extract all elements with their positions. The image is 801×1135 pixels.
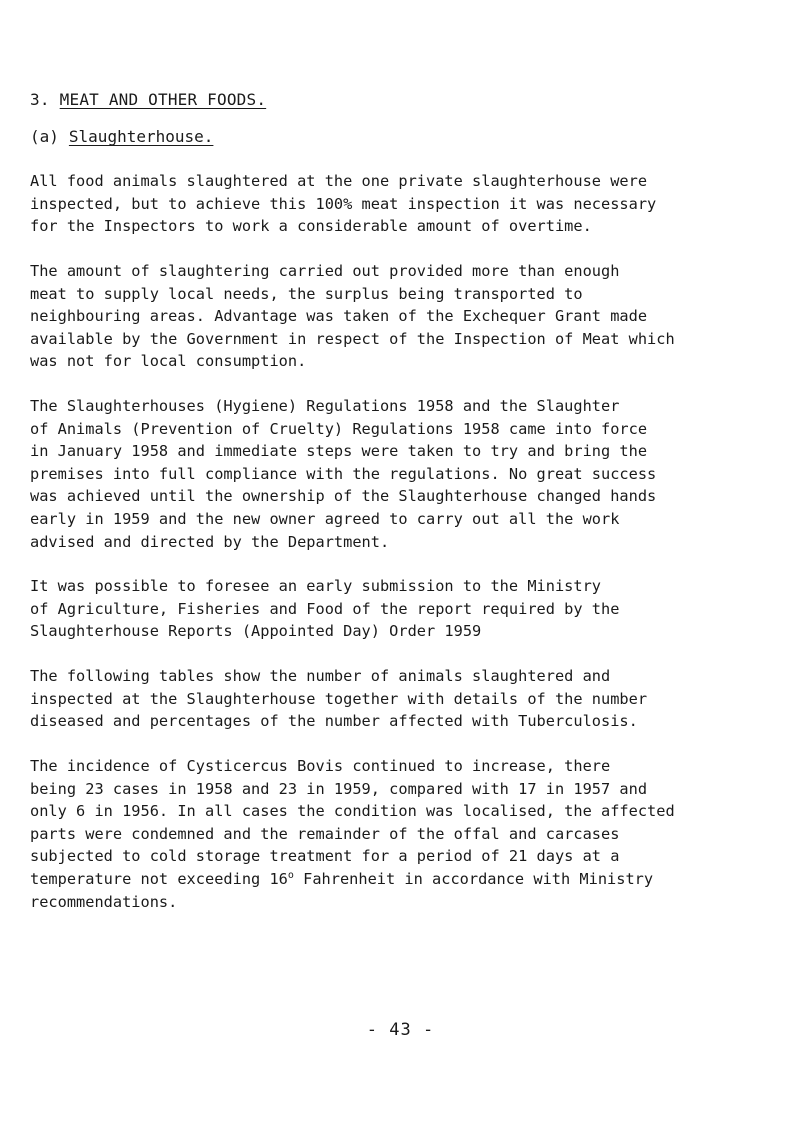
subsection-label: (a)	[30, 127, 59, 146]
degree-mark: o	[287, 869, 294, 881]
paragraph-cysticercus-bovis	[30, 755, 785, 913]
section-heading	[30, 90, 266, 109]
paragraph-slaughtering-amount: The amount of slaughtering carried out provided more than enough meat to supply local needs, the surplus being transported to neighbouring areas. Advantage was taken of the Exchequer Grant made available by the Government in respect of the Inspection of Meat which was not for local consumption.	[30, 262, 675, 371]
subsection-heading	[30, 127, 213, 146]
paragraph-ministry-report: It was possible to foresee an early submission to the Ministry of Agriculture, Fisheries and Food of the report required by the Slaughterhouse Reports (Appointed Day) Order 1959	[30, 577, 620, 641]
section-title: MEAT AND OTHER FOODS.	[59, 90, 267, 109]
cysticercus-text-part2: Fahrenheit in accordance with Ministry recommendations.	[30, 869, 654, 911]
section-number: 3.	[30, 90, 50, 109]
paragraph-regulations: The Slaughterhouses (Hygiene) Regulations 1958 and the Slaughter of Animals (Prevention of Cruelty) Regulations 1958 came into force in January 1958 and immediate steps were taken to try and bring the premises into full compliance with the regulations. No great success was achieved until the ownership of the Slaughterhouse changed hands early in 1959 and the new owner agreed to carry out all the work advised and directed by the Department.	[30, 397, 657, 551]
paragraph-tables-intro: The following tables show the number of animals slaughtered and inspected at the Slaughterhouse together with details of the number diseased and percentages of the number affected with Tuberculosis.	[30, 667, 648, 731]
cysticercus-text-part1: The incidence of Cysticercus Bovis continued to increase, there being 23 cases in 1958 and 23 in 1959, compared with 17 in 1957 and only 6 in 1956. In all cases the condition was localised, the affected parts were condemned and the remainder of the offal and carcases subjected to cold storage treatment for a period of 21 days at a temperature not exceeding 16	[30, 757, 675, 888]
subsection-title: Slaughterhouse.	[68, 127, 214, 146]
page-number: - 43 -	[366, 1020, 435, 1040]
paragraph-overtime: All food animals slaughtered at the one private slaughterhouse were inspected, but to achieve this 100% meat inspection it was necessary for the Inspectors to work a considerable amount of overtime.	[30, 172, 657, 236]
